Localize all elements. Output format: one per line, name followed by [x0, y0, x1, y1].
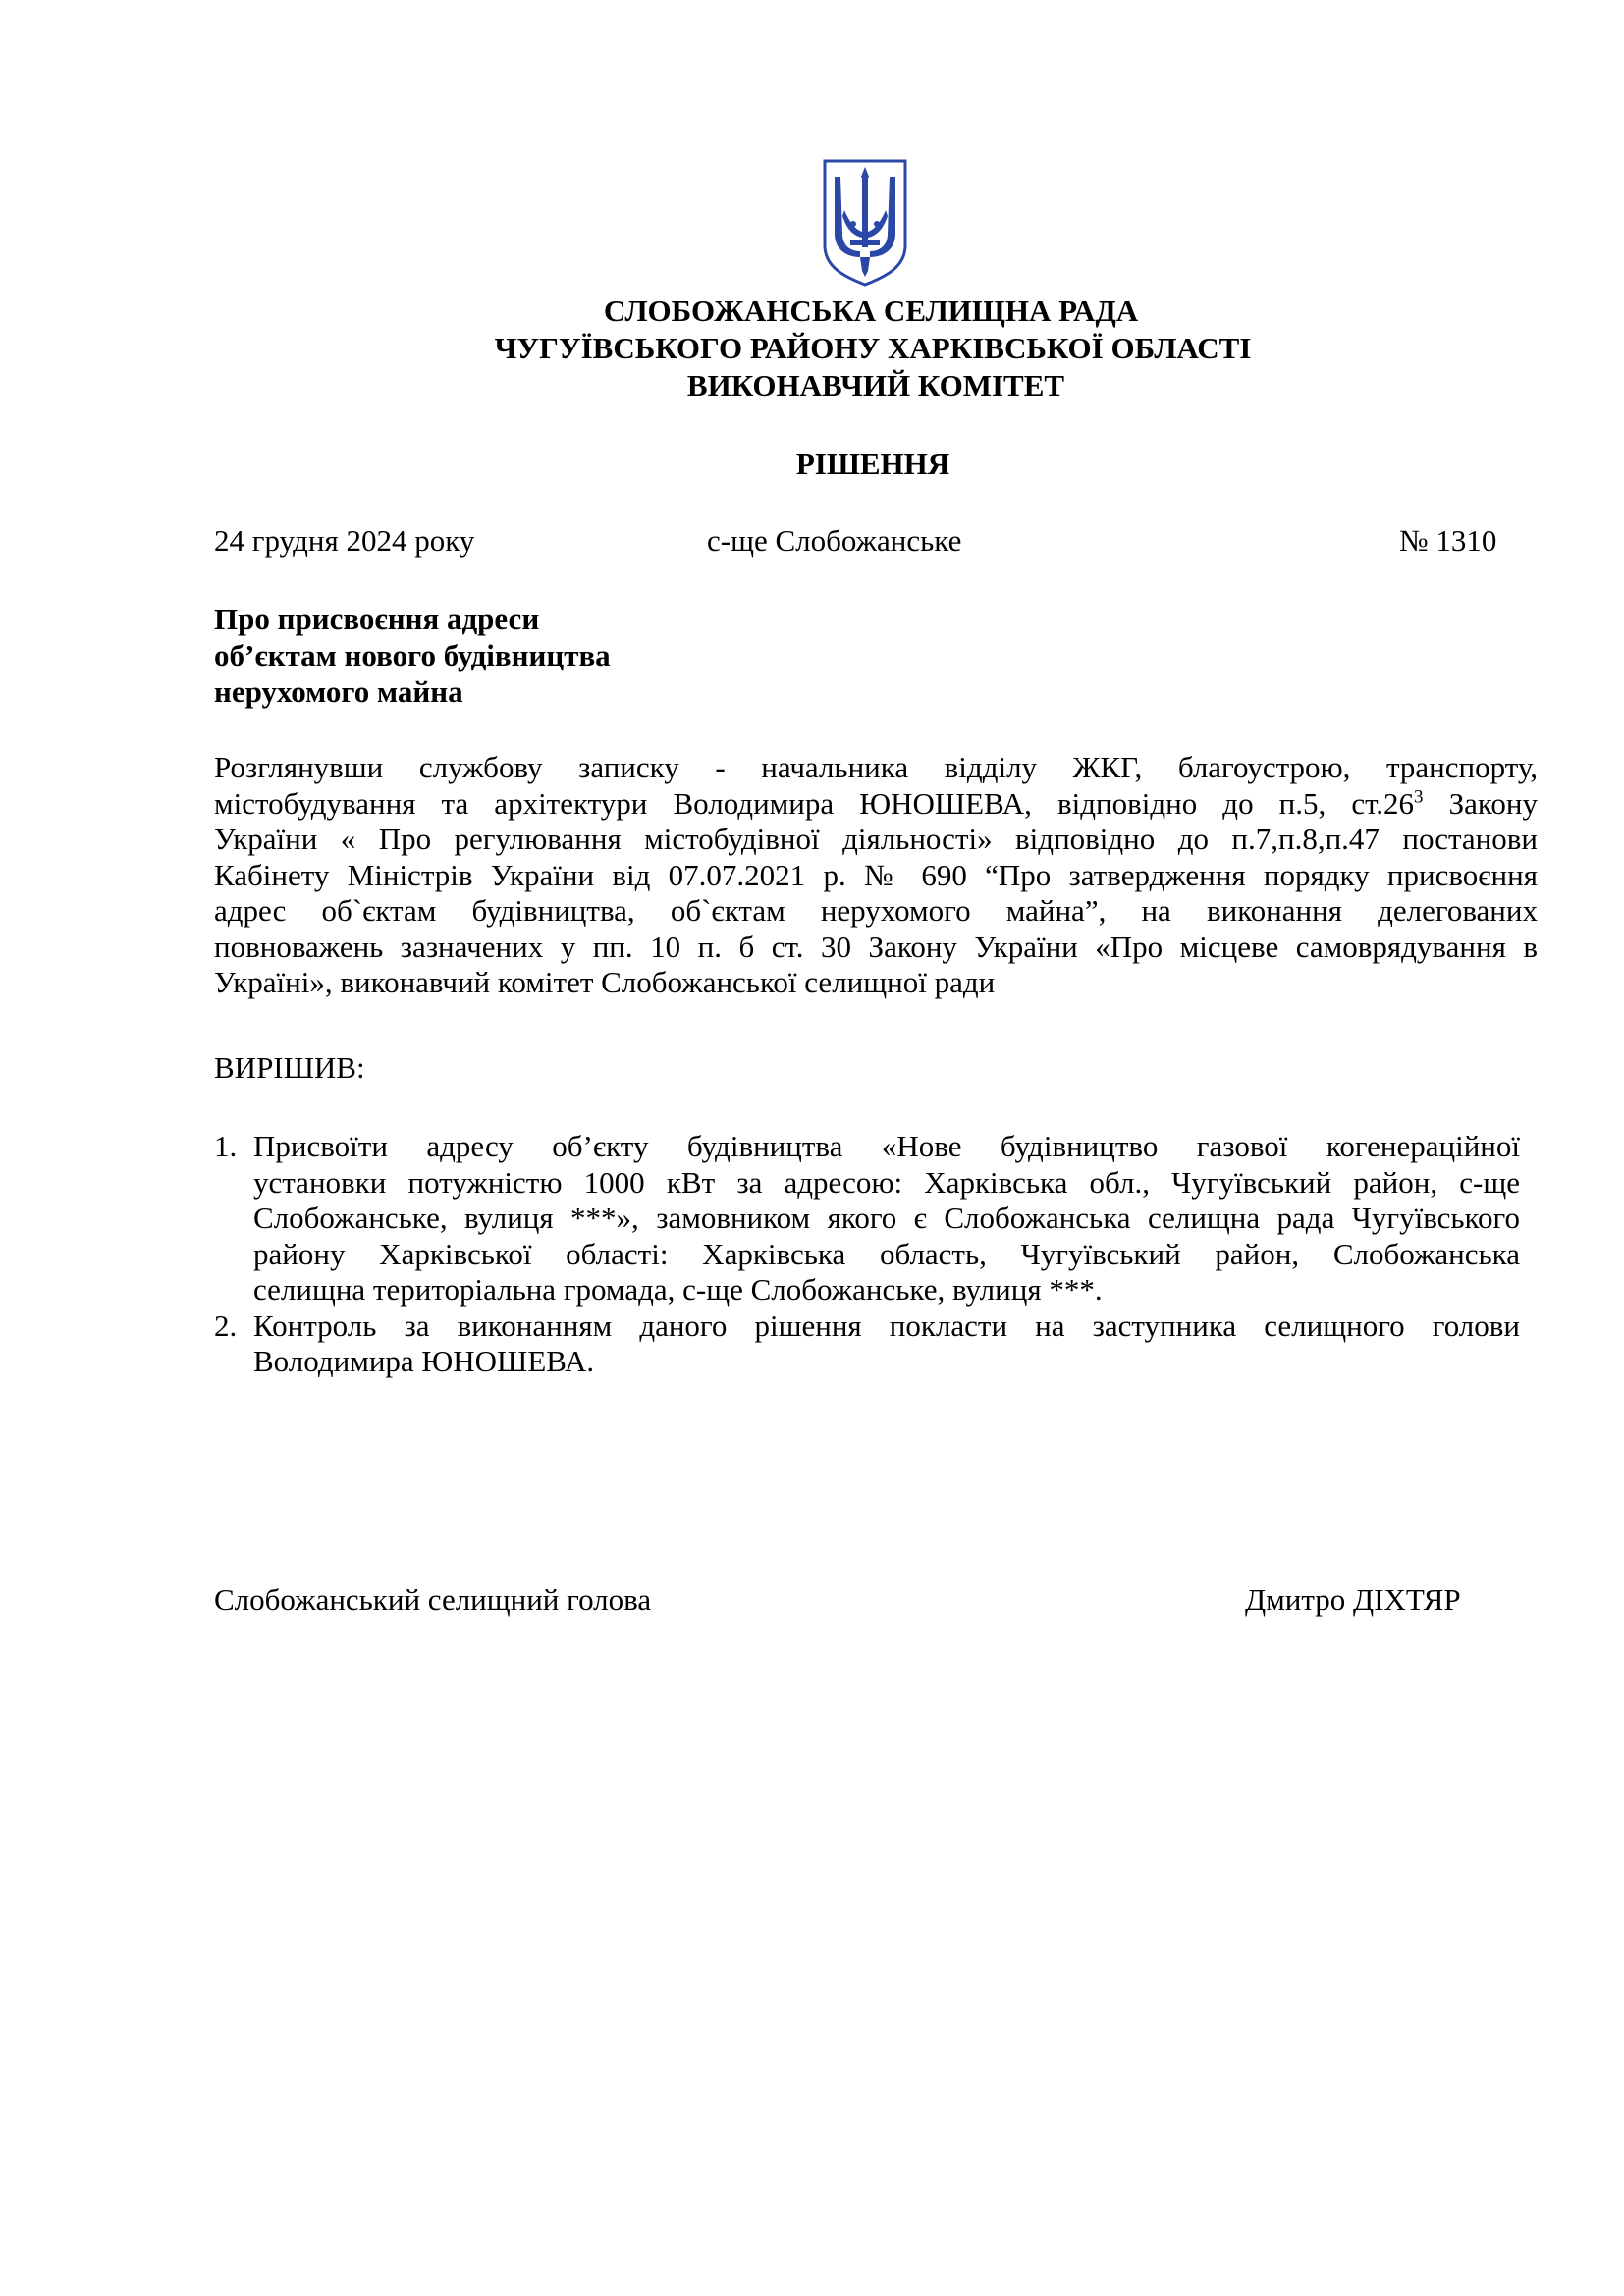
preamble-line: України « Про регулювання містобудівної діяльності» відповідно до п.7,п.8,п.47 постанови	[214, 822, 1538, 856]
decision-subject	[214, 601, 611, 710]
decided-heading: ВИРІШИВ:	[214, 1050, 365, 1085]
decision-number: № 1310	[1399, 523, 1497, 558]
item-line: Контроль за виконанням даного рішення покласти на заступника селищного голови	[253, 1308, 1520, 1343]
list-item	[214, 1129, 1520, 1308]
decision-date: 24 грудня 2024 року	[214, 523, 475, 558]
preamble-line: Україні», виконавчий комітет Слобожанської селищної ради	[214, 965, 996, 999]
item-number: 1.	[214, 1129, 238, 1163]
decision-items-list	[214, 1129, 1520, 1380]
signatory-name: Дмитро ДІХТЯР	[1245, 1582, 1461, 1617]
item-line: району Харківської області: Харківська область, Чугуївський район, Слобожанська	[253, 1236, 1520, 1271]
item-line: селищна територіальна громада, с-ще Слобожанське, вулиця ***.	[253, 1272, 1103, 1307]
decision-place: с-ще Слобожанське	[707, 523, 962, 558]
preamble-text: Закону	[1423, 785, 1538, 821]
item-line: Володимира ЮНОШЕВА.	[253, 1344, 595, 1378]
item-line: Присвоїти адресу об’єкту будівництва «Нове будівництво газової когенераційної	[253, 1129, 1520, 1163]
list-item	[214, 1308, 1520, 1380]
item-line: Слобожанське, вулиця ***», замовником якого є Слобожанська селищна рада Чугуївського	[253, 1201, 1520, 1235]
header-district-name: ЧУГУЇВСЬКОГО РАЙОНУ ХАРКІВСЬКОЇ ОБЛАСТІ	[494, 331, 1252, 365]
signatory-title: Слобожанський селищний голова	[214, 1582, 652, 1617]
preamble-line: адрес об`єктам будівництва, об`єктам нерухомого майна”, на виконання делегованих	[214, 893, 1538, 928]
item-number: 2.	[214, 1308, 238, 1343]
subject-line: нерухомого майна	[214, 674, 463, 709]
item-line: установки потужністю 1000 кВт за адресою: Харківська обл., Чугуївський район, с-ще	[253, 1164, 1520, 1200]
preamble-paragraph	[214, 750, 1538, 1001]
letterhead	[0, 293, 1624, 404]
document-type-title: РІШЕННЯ	[795, 447, 950, 481]
header-executive-committee: ВИКОНАВЧИЙ КОМІТЕТ	[686, 368, 1065, 402]
preamble-line: Розглянувши службову записку - начальника відділу ЖКГ, благоустрою, транспорту,	[214, 750, 1538, 784]
subject-line: Про присвоєння адреси	[214, 602, 540, 636]
preamble-line	[214, 786, 1538, 823]
preamble-line: Кабінету Міністрів України від 07.07.2021 р. № 690 “Про затвердження порядку присвоєння	[214, 857, 1538, 892]
subject-line: об’єктам нового будівництва	[214, 638, 611, 672]
preamble-text: містобудування та архітектури Володимира ЮНОШЕВА, відповідно до п.5, ст.26	[214, 785, 1415, 821]
preamble-line: повноважень зазначених у пп. 10 п. б ст. 30 Закону України «Про місцеве самоврядування в	[214, 929, 1538, 964]
trident-coat-of-arms-icon	[821, 155, 909, 289]
superscript: 3	[1414, 786, 1424, 808]
header-council-name: СЛОБОЖАНСЬКА СЕЛИЩНА РАДА	[603, 294, 1139, 328]
